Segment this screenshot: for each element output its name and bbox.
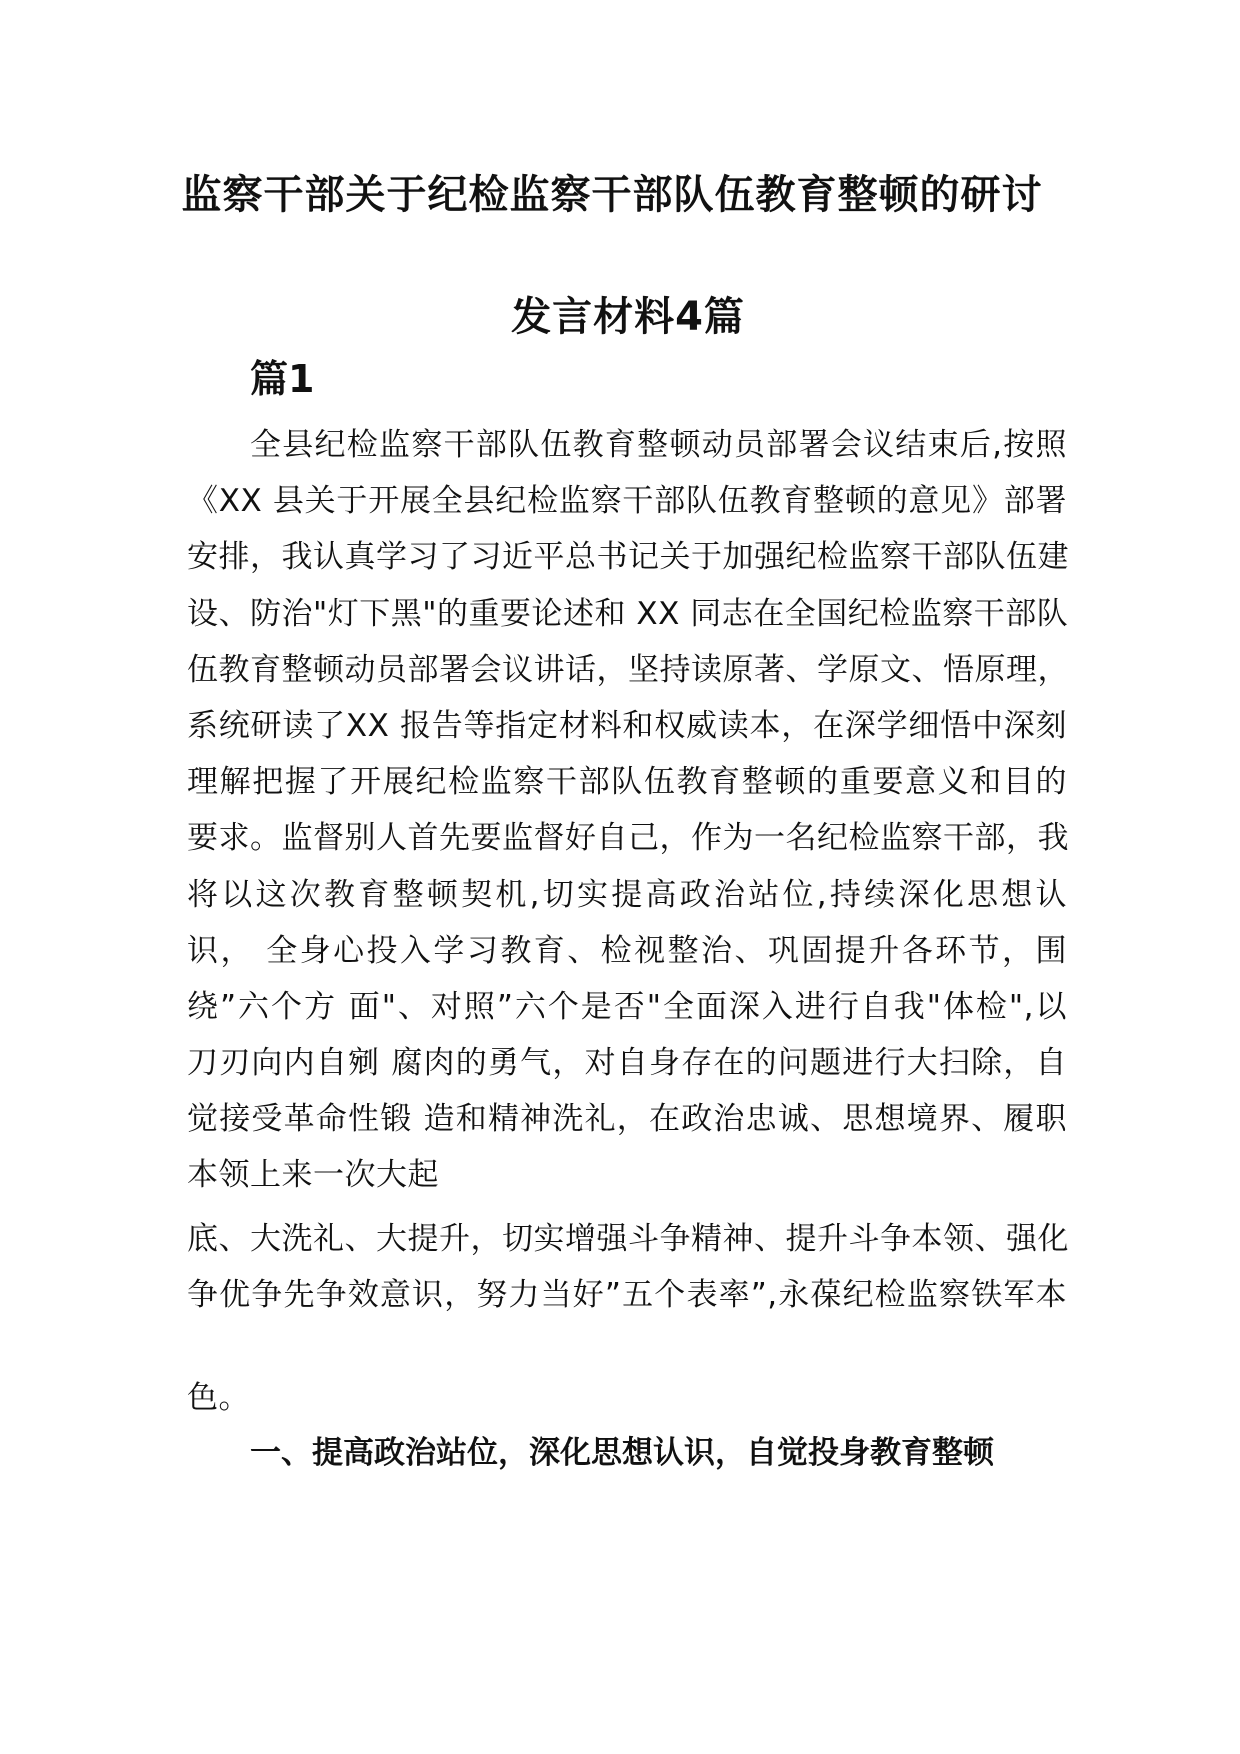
paragraph-line: 《XX 县关于开展全县纪检监察干部队伍教育整顿的意见》部署 <box>187 483 1067 520</box>
paragraph-line: 设、防治"灯下黑"的重要论述和 XX 同志在全国纪检监察干部队 <box>187 595 1069 632</box>
paragraph-line: 系统研读了XX 报告等指定材料和权威读本，在深学细悟中深刻 <box>187 707 1067 744</box>
paragraph-line: 觉接受革命性锻 造和精神洗礼，在政治忠诚、思想境界、履职 <box>187 1101 1067 1138</box>
document-title-line-1: 监察干部关于纪检监察干部队伍教育整顿的研讨 <box>181 172 1043 218</box>
paragraph-line: 本领上来一次大起 <box>187 1157 439 1194</box>
paragraph-line: 绕”六个方 面"、对照”六个是否"全面深入进行自我"体检",以 <box>187 988 1067 1025</box>
paragraph-line: 刀刃向内自剜 腐肉的勇气，对自身存在的问题进行大扫除，自 <box>187 1045 1067 1082</box>
paragraph-1 <box>187 417 1067 1204</box>
section-label: 篇1 <box>250 357 315 401</box>
paragraph-line: 伍教育整顿动员部署会议讲话，坚持读原著、学原文、悟原理， <box>187 651 1069 688</box>
document-title-line-2: 发言材料4篇 <box>511 294 745 340</box>
paragraph-line: 争优争先争效意识，努力当好”五个表率”,永葆纪检监察铁军本 <box>187 1277 1067 1314</box>
paragraph-2 <box>187 1211 1067 1323</box>
paragraph-line: 色。 <box>187 1380 250 1416</box>
paragraph-line: 全县纪检监察干部队伍教育整顿动员部署会议结束后,按照 <box>250 427 1067 463</box>
paragraph-line: 要求。监督别人首先要监督好自己，作为一名纪检监察干部，我 <box>187 820 1069 857</box>
paragraph-3 <box>187 1370 1067 1426</box>
paragraph-line: 将以这次教育整顿契机,切实提高政治站位,持续深化思想认 <box>187 876 1067 913</box>
section-heading-1: 一、提高政治站位，深化思想认识，自觉投身教育整顿 <box>250 1435 994 1471</box>
paragraph-line: 识， 全身心投入学习教育、检视整治、巩固提升各环节，围 <box>187 932 1067 969</box>
paragraph-line: 理解把握了开展纪检监察干部队伍教育整顿的重要意义和目的 <box>187 764 1067 801</box>
paragraph-line: 底、大洗礼、大提升，切实增强斗争精神、提升斗争本领、强化 <box>187 1221 1069 1257</box>
paragraph-line: 安排，我认真学习了习近平总书记关于加强纪检监察干部队伍建 <box>187 539 1069 576</box>
